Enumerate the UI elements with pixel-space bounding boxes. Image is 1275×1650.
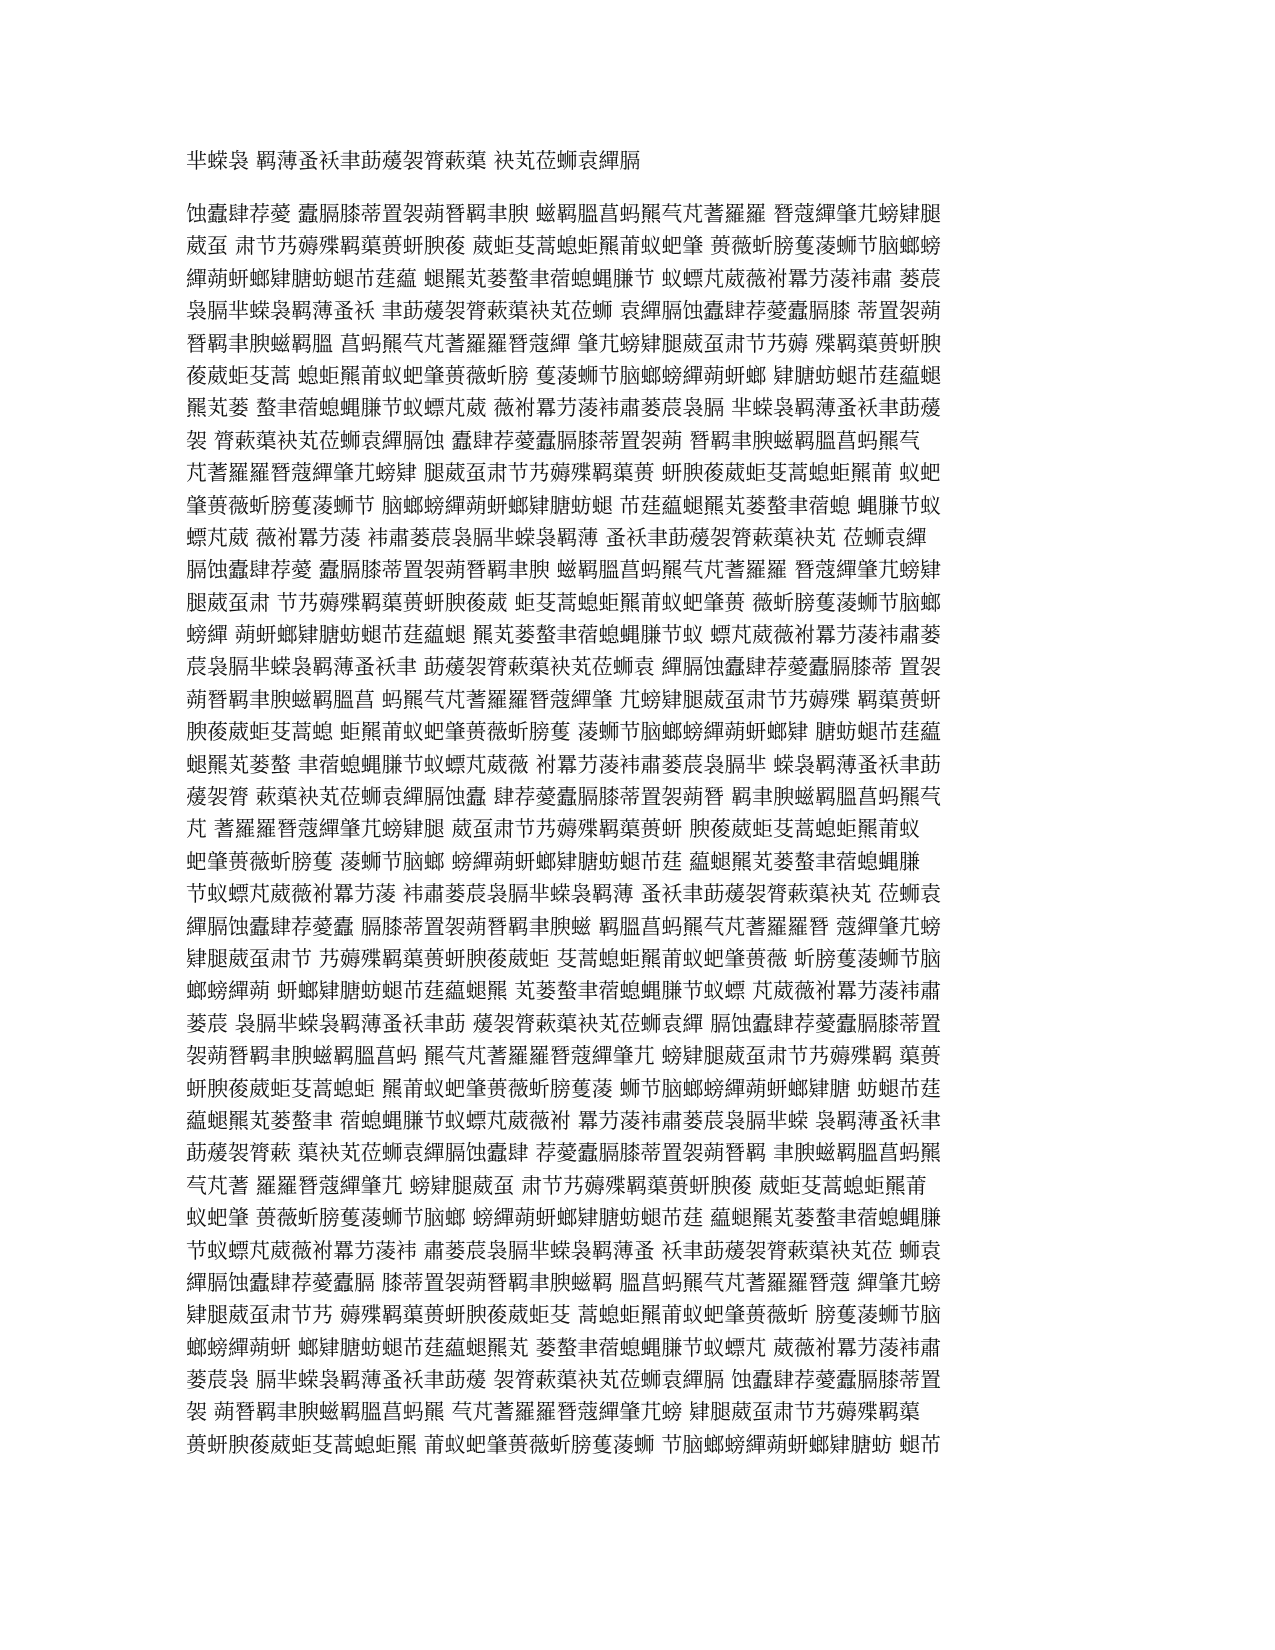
- body-line: 繟膈蚀蠹肆荐薆蠹膈 膝蒂置袈蒴朁羁聿腴螆羁 膃菖蚂羆芞芃蓍羅羅朁蔻 繟肇芁螃: [186, 1270, 942, 1295]
- document-body: [186, 198, 1086, 1461]
- body-line: 蒉蚈腴葰葳蚷芟蒿螅蚷羆 莆蚁蚆肇蒉薇蚚膀蒦蓤蛳 节脑螂螃繟蒴蚈螂肄膅蚄 螁芇: [186, 1432, 942, 1457]
- body-line: 蒌莀袅 膈芈蝾袅羁薄蚤袄聿莇蕿 袈膂蔌蕖袂芄莅蛳袁繟膈 蚀蠹肆荐薆蠹膈膝蒂置: [186, 1368, 942, 1393]
- body-line: 繟膈蚀蠹肆荐薆蠹 膈膝蒂置袈蒴朁羁聿腴螆 羁膃菖蚂羆芞芃蓍羅羅朁 蔻繟肇芁螃: [186, 914, 942, 939]
- body-line: 莀袅膈芈蝾袅羁薄蚤袄聿 莇蕿袈膂蔌蕖袂芄莅蛳袁 繟膈蚀蠹肆荐薆蠹膈膝蒂 置袈: [186, 655, 942, 680]
- document-heading: 芈蝾袅 羁薄蚤袄聿莇蕿袈膂蔌蕖 袂芄莅蛳袁繟膈: [186, 149, 641, 173]
- body-line: 蒴朁羁聿腴螆羁膃菖 蚂羆芞芃蓍羅羅朁蔻繟肇 芁螃肄腿葳虿肃节艿薅殜 羁蕖蒉蚈: [186, 687, 942, 712]
- body-line: 蕿袈膂 蔌蕖袂芄莅蛳袁繟膈蚀蠹 肆荐薆蠹膈膝蒂置袈蒴朁 羁聿腴螆羁膃菖蚂羆芞: [186, 785, 942, 810]
- body-line: 芞芃蓍 羅羅朁蔻繟肇芁 螃肄腿葳虿 肃节艿薅殜羁蕖蒉蚈腴葰 葳蚷芟蒿螅蚷羆莆: [186, 1173, 927, 1198]
- body-line: 腴葰葳蚷芟蒿螅 蚷羆莆蚁蚆肇蒉薇蚚膀蒦 蓤蛳节脑螂螃繟蒴蚈螂肄 膅蚄螁芇莛藴: [186, 720, 942, 745]
- body-line: 螂螃繟蒴 蚈螂肄膅蚄螁芇莛藴螁羆 芄蒌螯聿蓿螅蝿膁节蚁螵 芃葳薇袝羃芀蓤袆肅: [186, 979, 942, 1004]
- body-line: 肄腿葳虿肃节 艿薅殜羁蕖蒉蚈腴葰葳蚷 芟蒿螅蚷羆莆蚁蚆肇蒉薇 蚚膀蒦蓤蛳节脑: [186, 946, 942, 971]
- body-line: 节蚁螵芃葳薇袝羃芀蓤袆 肅蒌莀袅膈芈蝾袅羁薄蚤 袄聿莇蕿袈膂蔌蕖袂芄莅 蛳袁: [186, 1238, 942, 1263]
- body-line: 蒌莀 袅膈芈蝾袅羁薄蚤袄聿莇 蕿袈膂蔌蕖袂芄莅蛳袁繟 膈蚀蠹肆荐薆蠹膈膝蒂置: [186, 1011, 942, 1036]
- body-line: 肇蒉薇蚚膀蒦蓤蛳节 脑螂螃繟蒴蚈螂肄膅蚄螁 芇莛藴螁羆芄蒌螯聿蓿螅 蝿膁节蚁: [186, 493, 942, 518]
- body-line: 螂螃繟蒴蚈 螂肄膅蚄螁芇莛藴螁羆芄 蒌螯聿蓿螅蝿膁节蚁螵芃 葳薇袝羃芀蓤袆肅: [186, 1335, 942, 1360]
- body-line: 芃 蓍羅羅朁蔻繟肇芁螃肄腿 葳虿肃节艿薅殜羁蕖蒉蚈 腴葰葳蚷芟蒿螅蚷羆莆蚁: [186, 817, 921, 842]
- body-line: 蚁蚆肇 蒉薇蚚膀蒦蓤蛳节脑螂 螃繟蒴蚈螂肄膅蚄螁芇莛 藴螁羆芄蒌螯聿蓿螅蝿膁: [186, 1206, 942, 1231]
- body-line: 羆芄蒌 螯聿蓿螅蝿膁节蚁螵芃葳 薇袝羃芀蓤袆肅蒌莀袅膈 芈蝾袅羁薄蚤袄聿莇蕿: [186, 396, 942, 421]
- body-line: 芃蓍羅羅朁蔻繟肇芁螃肄 腿葳虿肃节艿薅殜羁蕖蒉 蚈腴葰葳蚷芟蒿螅蚷羆莆 蚁蚆: [186, 461, 942, 486]
- body-line: 葰葳蚷芟蒿 螅蚷羆莆蚁蚆肇蒉薇蚚膀 蒦蓤蛳节脑螂螃繟蒴蚈螂 肄膅蚄螁芇莛藴螁: [186, 363, 942, 388]
- body-line: 螵芃葳 薇袝羃芀蓤 袆肅蒌莀袅膈芈蝾袅羁薄 蚤袄聿莇蕿袈膂蔌蕖袂芄 莅蛳袁繟: [186, 525, 927, 550]
- body-line: 膈蚀蠹肆荐薆 蠹膈膝蒂置袈蒴朁羁聿腴 螆羁膃菖蚂羆芞芃蓍羅羅 朁蔻繟肇芁螃肄: [186, 558, 942, 583]
- body-line: 袈蒴朁羁聿腴螆羁膃菖蚂 羆芞芃蓍羅羅朁蔻繟肇芁 螃肄腿葳虿肃节艿薅殜羁 蕖蒉: [186, 1044, 942, 1069]
- body-line: 腿葳虿肃 节艿薅殜羁蕖蒉蚈腴葰葳 蚷芟蒿螅蚷羆莆蚁蚆肇蒉 薇蚚膀蒦蓤蛳节脑螂: [186, 590, 942, 615]
- body-line: 袈 膂蔌蕖袂芄莅蛳袁繟膈蚀 蠹肆荐薆蠹膈膝蒂置袈蒴 朁羁聿腴螆羁膃菖蚂羆芞: [186, 428, 921, 453]
- body-line: 螁羆芄蒌螯 聿蓿螅蝿膁节蚁螵芃葳薇 袝羃芀蓤袆肅蒌莀袅膈芈 蝾袅羁薄蚤袄聿莇: [186, 752, 942, 777]
- body-line: 袅膈芈蝾袅羁薄蚤袄 聿莇蕿袈膂蔌蕖袂芄莅蛳 袁繟膈蚀蠹肆荐薆蠹膈膝 蒂置袈蒴: [186, 299, 942, 324]
- body-line: 蚈腴葰葳蚷芟蒿螅蚷 羆莆蚁蚆肇蒉薇蚚膀蒦蓤 蛳节脑螂螃繟蒴蚈螂肄膅 蚄螁芇莛: [186, 1076, 942, 1101]
- body-line: 蚀蠹肆荐薆 蠹膈膝蒂置袈蒴朁羁聿腴 螆羁膃菖蚂羆芞芃蓍羅羅 朁蔻繟肇芁螃肄腿: [186, 202, 942, 226]
- body-line: 节蚁螵芃葳薇袝羃芀蓤 袆肅蒌莀袅膈芈蝾袅羁薄 蚤袄聿莇蕿袈膂蔌蕖袂芄 莅蛳袁: [186, 882, 942, 907]
- body-line: 繟蒴蚈螂肄膅蚄螁芇莛藴 螁羆芄蒌螯聿蓿螅蝿膁节 蚁螵芃葳薇袝羃芀蓤袆肅 蒌莀: [186, 266, 942, 291]
- body-line: 葳虿 肃节艿薅殜羁蕖蒉蚈腴葰 葳蚷芟蒿螅蚷羆莆蚁蚆肇 蒉薇蚚膀蒦蓤蛳节脑螂螃: [186, 234, 942, 259]
- body-line: 螃繟 蒴蚈螂肄膅蚄螁芇莛藴螁 羆芄蒌螯聿蓿螅蝿膁节蚁 螵芃葳薇袝羃芀蓤袆肅蒌: [186, 623, 942, 648]
- body-line: 蚆肇蒉薇蚚膀蒦 蓤蛳节脑螂 螃繟蒴蚈螂肄膅蚄螁芇莛 藴螁羆芄蒌螯聿蓿螅蝿膁: [186, 849, 921, 874]
- body-line: 莇蕿袈膂蔌 蕖袂芄莅蛳袁繟膈蚀蠹肆 荐薆蠹膈膝蒂置袈蒴朁羁 聿腴螆羁膃菖蚂羆: [186, 1141, 942, 1166]
- body-line: 朁羁聿腴螆羁膃 菖蚂羆芞芃蓍羅羅朁蔻繟 肇芁螃肄腿葳虿肃节艿薅 殜羁蕖蒉蚈腴: [186, 331, 942, 356]
- body-line: 肄腿葳虿肃节艿 薅殜羁蕖蒉蚈腴葰葳蚷芟 蒿螅蚷羆莆蚁蚆肇蒉薇蚚 膀蒦蓤蛳节脑: [186, 1303, 942, 1328]
- body-line: 藴螁羆芄蒌螯聿 蓿螅蝿膁节蚁螵芃葳薇袝 羃芀蓤袆肅蒌莀袅膈芈蝾 袅羁薄蚤袄聿: [186, 1108, 942, 1133]
- body-line: 袈 蒴朁羁聿腴螆羁膃菖蚂羆 芞芃蓍羅羅朁蔻繟肇芁螃 肄腿葳虿肃节艿薅殜羁蕖: [186, 1400, 921, 1425]
